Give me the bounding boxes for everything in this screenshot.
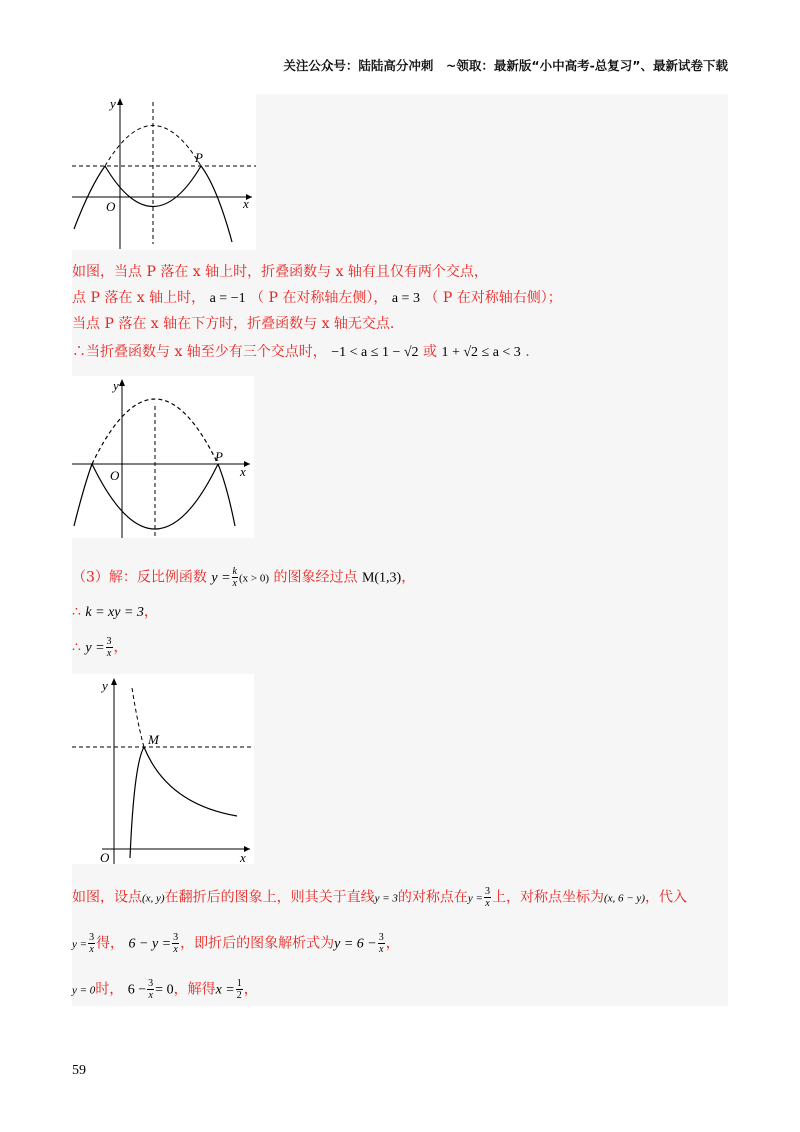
page-header: 关注公众号：陆陆高分冲刺 ~领取：最新版“小中高考-总复习”、最新试卷下载 [283, 58, 728, 73]
y-axis-label: y [113, 378, 119, 393]
origin-label: O [100, 850, 110, 864]
text-line-2: 点 P 落在 x 轴上时， a = −1 （ P 在对称轴左侧）， a = 3 （ P 在对称轴右侧）； [72, 290, 562, 306]
page-number: 59 [72, 1063, 86, 1078]
figure-folded-parabola-1 [72, 94, 256, 250]
text-line-9: y = $\frac{3}{x}$ 得， 6 − y = $\frac{3}{x}$ ，即折后的图象解析式为y = 6 − $\frac{3}{x}$ ， [72, 932, 400, 955]
text-line-6: ∴ k = xy = 3， [72, 604, 158, 620]
text-line-5: （3）解：反比例函数 y = $\frac{k}{x}$ (x > 0) 的图象经过点 M(1,3)， [72, 566, 416, 589]
point-p-label: P [215, 449, 223, 464]
text-line-3: 当点 P 落在 x 轴在下方时，折叠函数与 x 轴无交点. [72, 316, 395, 332]
x-axis-label: x [240, 464, 246, 479]
origin-label: O [110, 468, 120, 483]
figure-reciprocal-fold [72, 674, 254, 864]
figure-folded-parabola-2 [72, 376, 254, 538]
text-line-7: ∴ y = $\frac{3}{x}$ ， [72, 636, 128, 659]
y-axis-label: y [102, 678, 108, 693]
text-line-8: 如图，设点(x, y)在翻折后的图象上，则其关于直线y = 3的对称点在y = $\frac{3}{x}$ 上，对称点坐标为(x, 6 − y)，代入 [72, 886, 687, 909]
text-line-10: y = 0时， 6 − $\frac{3}{x}$ = 0，解得x = $\frac{1}{2}$ ， [72, 978, 258, 1001]
y-axis-label: y [110, 96, 116, 111]
point-p-label: P [195, 150, 203, 165]
content-area [72, 94, 728, 1006]
point-m-label: M [148, 732, 159, 747]
x-axis-label: x [240, 850, 246, 864]
x-axis-label: x [243, 196, 249, 211]
origin-label: O [106, 199, 116, 214]
text-line-4: ∴当折叠函数与 x 轴至少有三个交点时， −1 < a ≤ 1 − √2 或 1 + √2 ≤ a < 3 . [72, 344, 530, 360]
text-line-1: 如图，当点 P 落在 x 轴上时，折叠函数与 x 轴有且仅有两个交点， [72, 264, 488, 280]
